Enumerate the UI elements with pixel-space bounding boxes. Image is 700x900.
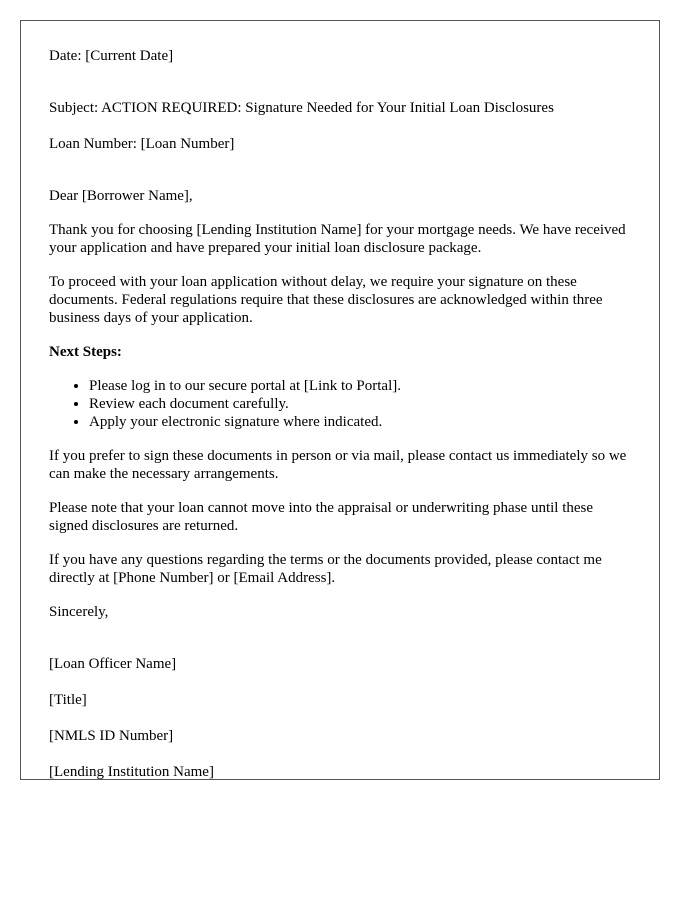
subject-line: Subject: ACTION REQUIRED: Signature Needed for Your Initial Loan Disclosures [49,100,554,116]
notice-paragraph: Please note that your loan cannot move into the appraisal or underwriting phase until these signed disclosures are returned. [49,500,594,534]
list-item: • Review each document carefully. [89,395,631,413]
date-line: Date: [Current Date] [49,48,174,64]
list-item: • Please log in to our secure portal at [Link to Portal]. [89,377,631,395]
signature-institution: [Lending Institution Name] [49,764,214,780]
signature-title: [Title] [49,692,87,708]
intro-paragraph: Thank you for choosing [Lending Institution Name] for your mortgage needs. We have received your application and have prepared your initial loan disclosure package. [49,222,626,256]
next-steps-list [49,377,631,431]
signature-block [49,637,631,799]
salutation: Dear [Borrower Name], [49,188,193,204]
subject-block [49,81,631,171]
closing: Sincerely, [49,604,109,620]
requirement-paragraph: To proceed with your loan application without delay, we require your signature on these documents. Federal regulations require that these disclosures are acknowledged within three business days of your application. [49,274,603,326]
next-steps-heading: Next Steps: [49,344,122,360]
contact-paragraph: If you have any questions regarding the terms or the documents provided, please contact me directly at [Phone Number] or [Email Address]. [49,552,602,586]
signature-name: [Loan Officer Name] [49,656,177,672]
loan-number-line: Loan Number: [Loan Number] [49,136,235,152]
list-item: • Apply your electronic signature where indicated. [89,413,631,431]
letter-page [20,20,660,780]
alternate-signing-paragraph: If you prefer to sign these documents in person or via mail, please contact us immediately so we can make the necessary arrangements. [49,448,627,482]
signature-nmls: [NMLS ID Number] [49,728,174,744]
